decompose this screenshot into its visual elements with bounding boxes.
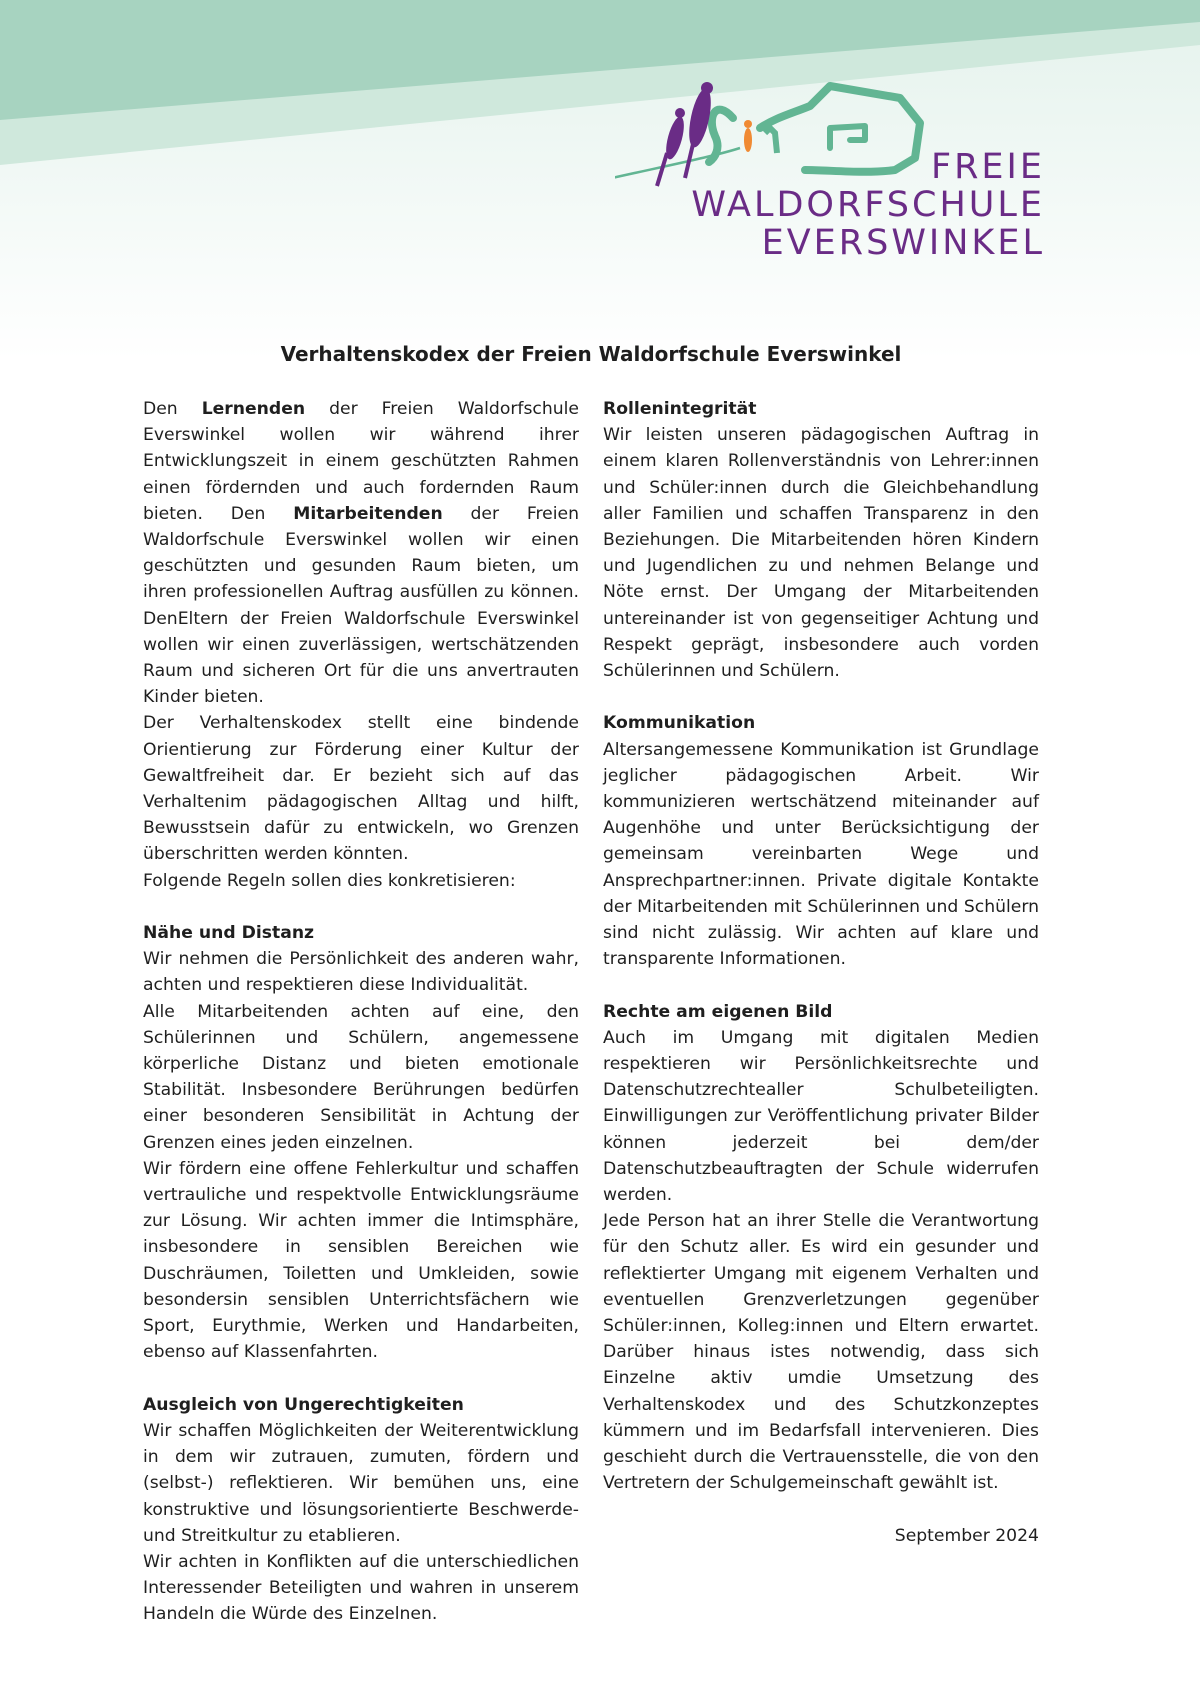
school-logo <box>615 78 1045 268</box>
bild-paragraph-2: Jede Person hat an ihrer Stelle die Verantwortung für den Schutz aller. Es wird ein gesunder und reflektierter Umgang mit eigenem Verhalten und eventuellen Grenzverletzungen gegenüber Schüler:innen, Kolleg:innen und Eltern erwartet. Darüber hinaus istes notwendig, dass sich Einzelne aktiv umdie Umsetzung des Verhaltenskodex und des Schutzkonzeptes kümmern und im Bedarfsfall intervenieren. Dies geschieht durch die Vertrauensstelle, die von den Vertretern der Schulgemeinschaft gewählt ist. <box>603 1211 1039 1494</box>
kodex-paragraph: Der Verhaltenskodex stellt eine bindende Orientierung zur Förderung einer Kultur der Gewaltfreiheit dar. Er bezieht sich auf das Verhaltenim pädagogischen Alltag und hilft, Bewusstsein dafür zu entwickeln, wo Grenzen überschritten werden könnten. <box>143 713 579 865</box>
naehe-paragraph-3: Wir fördern eine offene Fehlerkultur und schaffen vertrauliche und respektvolle Entwicklungsräume zur Lösung. Wir achten immer die Intimsphäre, insbesondere in sensiblen Bereichen wie Duschräumen, Toiletten und Umkleiden, sowie besondersin sensiblen Unterrichtsfächern wie Sport, Eurythmie, Werken und Handarbeiten, ebenso auf Klassenfahrten. <box>143 1158 579 1363</box>
logo-word-waldorfschule: WALDORFSCHULE <box>691 185 1045 225</box>
heading-naehe-distanz: Nähe und Distanz <box>143 923 315 944</box>
document-date: September 2024 <box>894 1525 1039 1546</box>
rollen-paragraph: Wir leisten unseren pädagogischen Auftrag in einem klaren Rollenverständnis von Lehrer:innen und Schüler:innen durch die Gleichbehandlung aller Familien und schaffen Transparenz in den Beziehungen. Die Mitarbeitenden hören Kindern und Jugendlichen zu und nehmen Belange und Nöte ernst. Der Umgang der Mitarbeitenden untereinander ist von gegenseitiger Achtung und Respekt geprägt, insbesondere auch vorden Schülerinnen und Schülern. <box>603 425 1039 682</box>
right-column <box>603 396 1039 1549</box>
ausgleich-paragraph-2: Wir achten in Konflikten auf die unterschiedlichen Interessender Beteiligten und wahren in unserem Handeln die Würde des Einzelnen. <box>143 1551 579 1625</box>
intro-text-pre: Den <box>143 399 202 419</box>
intro-paragraph <box>143 396 579 710</box>
left-column <box>143 396 579 1628</box>
bild-paragraph-1: Auch im Umgang mit digitalen Medien respektieren wir Persönlichkeitsrechte und Datenschutzrechtealler Schulbeteiligten. Einwilligungen zur Veröffentlichung privater Bilder können jederzeit bei dem/der Datenschutzbeauftragten der Schule widerrufen werden. <box>603 1027 1039 1206</box>
intro-text-mid: der Freien Waldorfschule Everswinkel wollen wir während ihrer Entwicklungszeit in einem geschützten Rahmen einen fördernden und auch fordernden Raum bieten. Den <box>143 399 579 524</box>
rules-lead-paragraph: Folgende Regeln sollen dies konkretisieren: <box>143 870 516 891</box>
kommunikation-paragraph: Altersangemessene Kommunikation ist Grundlage jeglicher pädagogischen Arbeit. Wir kommunizieren wertschätzend miteinander auf Augenhöhe und unter Berücksichtigung der gemeinsam vereinbarten Wege und Ansprechpartner:innen. Private digitale Kontakte der Mitarbeitenden mit Schülerinnen und Schülern sind nicht zulässig. Wir achten auf klare und transparente Informationen. <box>603 739 1039 970</box>
heading-rechte-bild: Rechte am eigenen Bild <box>603 1001 833 1022</box>
naehe-paragraph-2: Alle Mitarbeitenden achten auf eine, den Schülerinnen und Schülern, angemessene körperliche Distanz und bieten emotionale Stabilität. Insbesondere Berührungen bedürfen einer besonderen Sensibilität in Achtung der Grenzen eines jeden einzelnen. <box>143 1001 579 1153</box>
ausgleich-paragraph-1: Wir schaffen Möglichkeiten der Weiterentwicklung in dem wir zutrauen, zumuten, fördern und (selbst-) reflektieren. Wir bemühen uns, eine konstruktive und lösungsorientierte Beschwerde-und Streitkultur zu etablieren. <box>143 1420 579 1546</box>
heading-rollenintegritaet: Rollenintegrität <box>603 399 757 419</box>
logo-word-everswinkel: EVERSWINKEL <box>761 223 1045 263</box>
heading-kommunikation: Kommunikation <box>603 713 756 734</box>
logo-word-freie: FREIE <box>930 147 1045 187</box>
heading-ausgleich: Ausgleich von Ungerechtigkeiten <box>143 1394 464 1415</box>
intro-bold-mitarbeitende: Mitarbeitenden <box>293 503 443 524</box>
naehe-paragraph-1: Wir nehmen die Persönlichkeit des anderen wahr, achten und respektieren diese Individualität. <box>143 949 579 996</box>
document-title: Verhaltenskodex der Freien Waldorfschule Everswinkel <box>280 342 902 366</box>
intro-text-rest: der Freien Waldorfschule Everswinkel wollen wir einen geschützten und gesunden Raum bieten, um ihren professionellen Auftrag ausfüllen zu können. DenEltern der Freien Waldorfschule Everswinkel wollen wir einen zuverlässigen, wertschätzenden Raum und sicheren Ort für die uns anvertrauten Kinder bieten. <box>143 503 580 708</box>
intro-bold-lernende: Lernenden <box>201 399 306 419</box>
